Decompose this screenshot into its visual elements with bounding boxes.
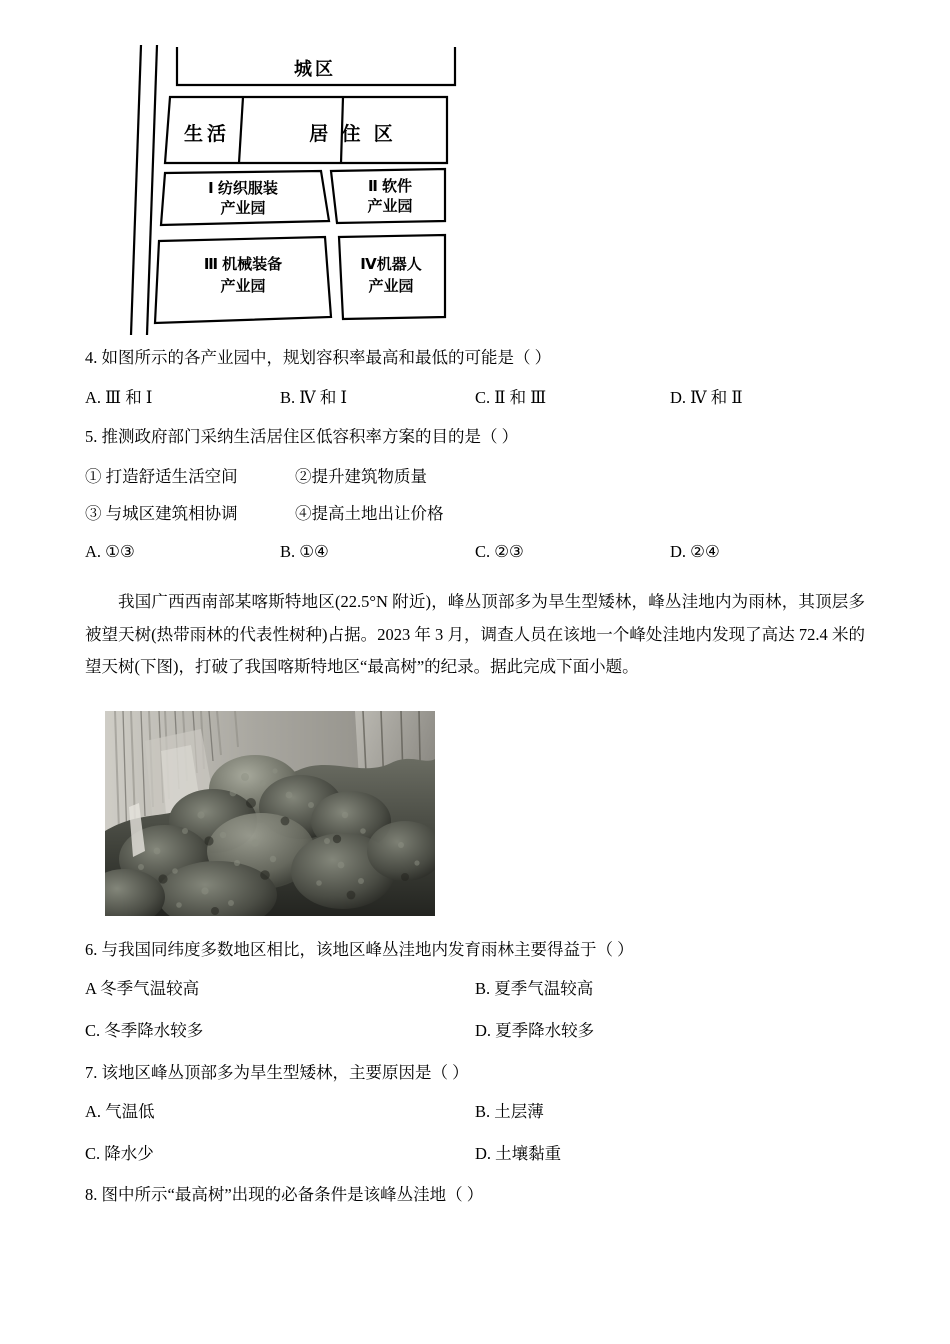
option-a[interactable]: A. Ⅲ 和 Ⅰ <box>85 387 153 407</box>
option-d[interactable]: D. 夏季降水较多 <box>475 1021 595 1041</box>
question-6-options-row-1 <box>85 976 865 1002</box>
svg-text:产业园: 产业园 <box>367 198 413 215</box>
question-8-stem: 8. 图中所示“最高树”出现的必备条件是该峰丛洼地（ ） <box>85 1185 484 1205</box>
question-5-options <box>85 539 865 565</box>
option-b[interactable]: B. Ⅳ 和 Ⅰ <box>280 387 348 407</box>
option-a[interactable]: A 冬季气温较高 <box>85 979 200 999</box>
question-6-stem: 6. 与我国同纬度多数地区相比，该地区峰丛洼地内发育雨林主要得益于（ ） <box>85 939 634 959</box>
svg-text:Ⅱ 软件: Ⅱ 软件 <box>367 178 413 195</box>
svg-text:Ⅲ 机械装备: Ⅲ 机械装备 <box>203 256 283 273</box>
svg-text:Ⅳ机器人: Ⅳ机器人 <box>360 256 422 273</box>
option-b[interactable]: B. 土层薄 <box>475 1102 544 1122</box>
figure-2-container <box>85 693 865 923</box>
karst-rainforest-photograph <box>105 711 435 916</box>
svg-text:城区: 城区 <box>294 59 336 79</box>
question-4-options <box>85 385 865 411</box>
statement-4: ④提高土地出让价格 <box>295 504 444 524</box>
question-6-options-row-2 <box>85 1018 865 1044</box>
option-c[interactable]: C. Ⅱ 和 Ⅲ <box>475 387 547 407</box>
svg-text:生活: 生活 <box>183 124 231 145</box>
option-b[interactable]: B. 夏季气温较高 <box>475 979 594 999</box>
question-4-stem: 4. 如图所示的各产业园中，规划容积率最高和最低的可能是（ ） <box>85 348 552 367</box>
option-d[interactable]: D. ②④ <box>670 541 720 561</box>
industrial-park-layout-diagram <box>125 45 465 335</box>
option-a[interactable]: A. ①③ <box>85 541 135 561</box>
svg-text:产业园: 产业园 <box>220 278 266 295</box>
question-5-stem: 5. 推测政府部门采纳生活居住区低容积率方案的目的是（ ） <box>85 427 519 447</box>
svg-text:Ⅰ 纺织服装: Ⅰ 纺织服装 <box>208 180 278 197</box>
statement-3: ③ 与城区建筑相协调 <box>85 504 238 524</box>
svg-text:产业园: 产业园 <box>368 278 414 295</box>
question-5-statements-line-2 <box>85 501 865 527</box>
option-c[interactable]: C. 冬季降水较多 <box>85 1021 204 1041</box>
svg-text:居 住 区: 居 住 区 <box>309 124 397 145</box>
question-7-options-row-1 <box>85 1099 865 1125</box>
option-c[interactable]: C. 降水少 <box>85 1143 154 1163</box>
figure-1-container <box>85 0 865 345</box>
option-a[interactable]: A. 气温低 <box>85 1102 155 1122</box>
statement-1: ① 打造舒适生活空间 <box>85 466 238 486</box>
question-7-stem: 7. 该地区峰丛顶部多为旱生型矮林，主要原因是（ ） <box>85 1062 469 1082</box>
option-c[interactable]: C. ②③ <box>475 541 524 561</box>
svg-text:产业园: 产业园 <box>220 200 266 217</box>
option-b[interactable]: B. ①④ <box>280 541 329 561</box>
question-7-options-row-2 <box>85 1141 865 1167</box>
option-d[interactable]: D. Ⅳ 和 Ⅱ <box>670 387 743 407</box>
passage-text: 我国广西西南部某喀斯特地区(22.5°N 附近)，峰丛顶部多为旱生型矮林，峰丛洼地内为雨林，其顶层多被望天树(热带雨林的代表性树种)占据。2023 年 3 月，调查人员在该地一个峰处洼地内发现了高达 72.4 米的望天树(下图)，打破了我国喀斯特地区“最高树”的纪录。据此完成下面小题。 <box>85 592 865 676</box>
statement-2: ②提升建筑物质量 <box>295 466 427 486</box>
question-5-statements-line-1 <box>85 464 865 490</box>
option-d[interactable]: D. 土壤黏重 <box>475 1143 562 1163</box>
